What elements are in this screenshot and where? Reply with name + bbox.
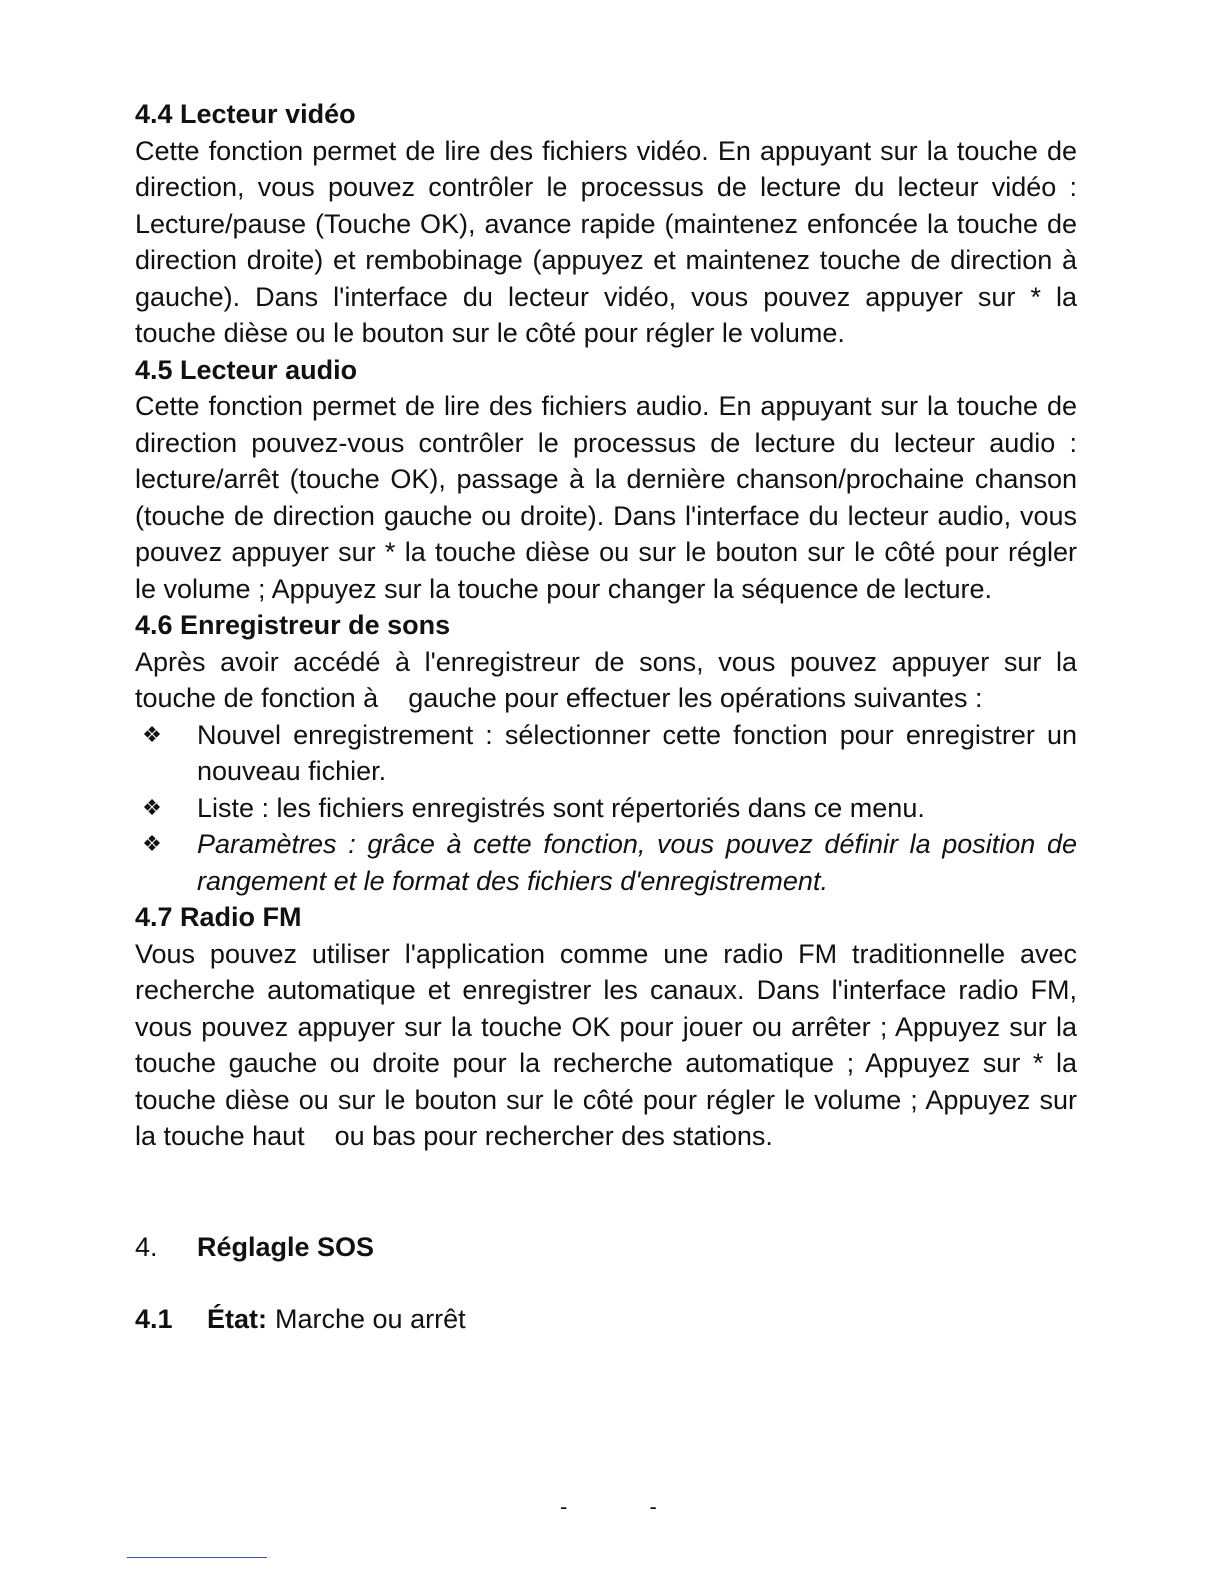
document-page — [135, 96, 1085, 1338]
list-item-text: Paramètres : grâce à cette fonction, vous pouvez définir la position de rangement et le format des fichiers d'enregistrement. — [197, 829, 1077, 896]
list-item-text: Liste : les fichiers enregistrés sont répertoriés dans ce menu. — [197, 792, 925, 823]
section-heading-audio-player: 4.5 Lecteur audio — [135, 354, 358, 385]
list-item — [135, 717, 1077, 790]
sos-section-number: 4. — [135, 1231, 158, 1262]
sos-state-number: 4.1 — [135, 1304, 173, 1334]
list-item — [135, 826, 1077, 899]
list-item-text: Nouvel enregistrement : sélectionner cette fonction pour enregistrer un nouveau fichier. — [197, 719, 1077, 786]
section-heading-fm-radio: 4.7 Radio FM — [135, 902, 302, 932]
sos-state-value: Marche ou arrêt — [275, 1304, 466, 1334]
section-heading-sound-recorder: 4.6 Enregistreur de sons — [135, 610, 451, 640]
section-body-audio-player: Cette fonction permet de lire des fichiers audio. En appuyant sur la touche de direction pouvez-vous contrôler le processus de lecture du lecteur audio : lecture/arrêt (touche OK), passage à la dernière chanson/prochaine chanson (touche de direction gauche ou droite). Dans l'interface du lecteur audio, vous pouvez appuyer sur * la touche dièse ou sur le bouton sur le côté pour régler le volume ; Appuyez sur la touche pour changer la séquence de lecture. — [135, 391, 1077, 604]
footnote-divider — [127, 1557, 267, 1558]
section-body-video-player: Cette fonction permet de lire des fichiers vidéo. En appuyant sur la touche de direction, vous pouvez contrôler le processus de lecture du lecteur vidéo : Lecture/pause (Touche OK), avance rapide (maintenez enfoncée la touche de direction droite) et rembobinage (appuyez et maintenez touche de direction à gauche). Dans l'interface du lecteur vidéo, vous pouvez appuyer sur * la touche dièse ou le bouton sur le côté pour régler le volume. — [135, 135, 1077, 348]
sos-section-title: Réglagle SOS — [197, 1231, 375, 1262]
diamond-bullet-icon: ❖ — [142, 794, 162, 820]
section-body-sound-recorder: Après avoir accédé à l'enregistreur de sons, vous pouvez appuyer sur la touche de fonction à gauche pour effectuer les opérations suivantes : — [135, 646, 1085, 713]
recorder-options-list — [135, 717, 1077, 900]
page-number-marker: - - — [560, 1494, 695, 1519]
list-item — [135, 790, 1077, 827]
section-heading-video-player: 4.4 Lecteur vidéo — [135, 99, 356, 129]
sos-settings-heading — [135, 1229, 1077, 1266]
section-body-fm-radio: Vous pouvez utiliser l'application comme une radio FM traditionnelle avec recherche automatique et enregistrer les canaux. Dans l'interface radio FM, vous pouvez appuyer sur la touche OK pour jouer ou arrêter ; Appuyez sur la touche gauche ou droite pour la recherche automatique ; Appuyez sur * la touche dièse ou sur le bouton sur le côté pour régler le volume ; Appuyez sur la touche haut ou bas pour rechercher des stations. — [135, 938, 1085, 1151]
diamond-bullet-icon: ❖ — [142, 831, 162, 856]
sos-state-label: État: — [207, 1304, 267, 1334]
diamond-bullet-icon: ❖ — [142, 721, 162, 747]
sos-state-line — [135, 1301, 1077, 1338]
